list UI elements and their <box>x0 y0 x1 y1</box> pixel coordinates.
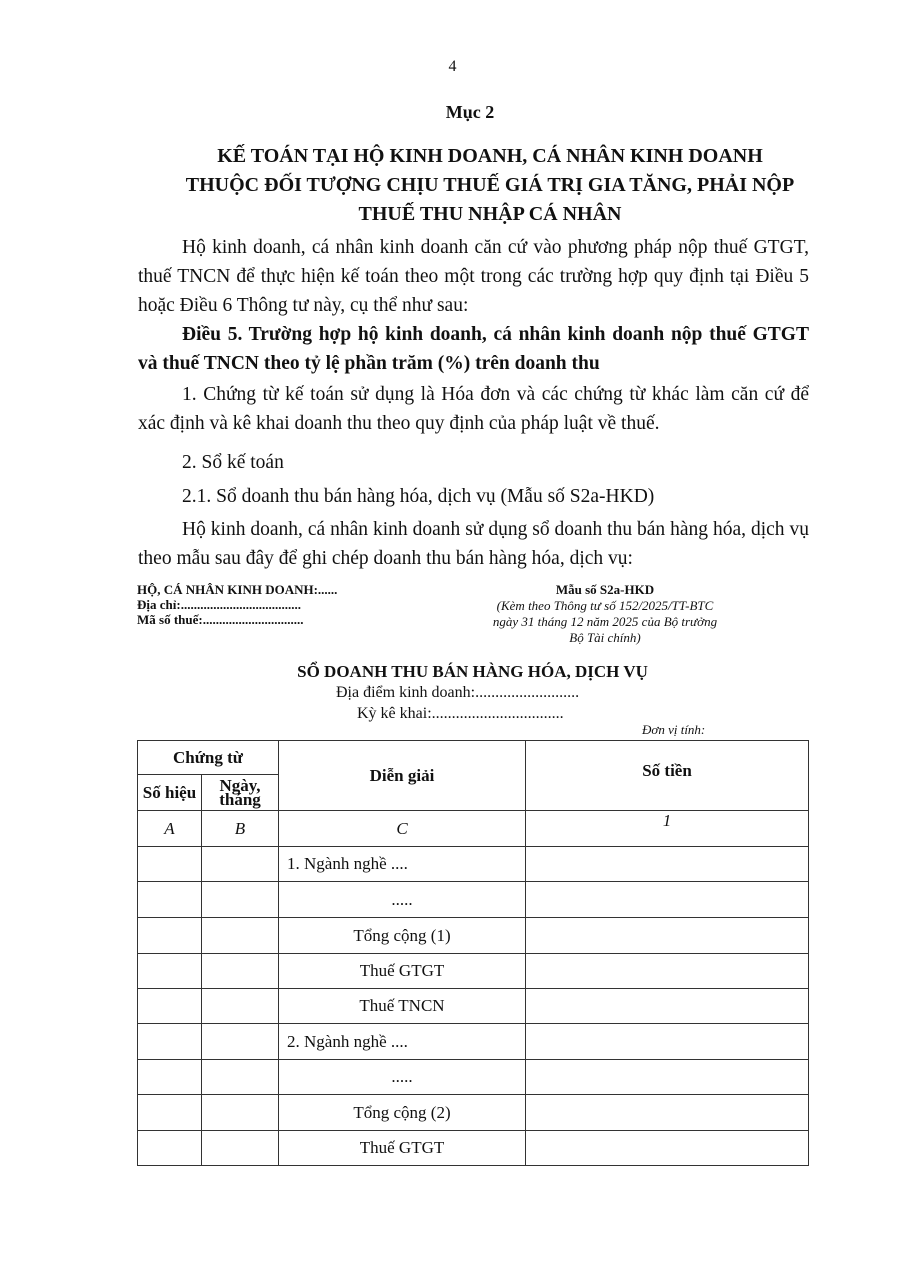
voucher-date-cell <box>202 847 279 882</box>
table-row <box>138 882 809 918</box>
column-code-a: A <box>138 811 202 847</box>
column-code-row <box>138 811 809 847</box>
amount-cell <box>526 1095 809 1131</box>
amount-cell <box>526 882 809 918</box>
voucher-number-cell <box>138 847 202 882</box>
column-code-1: 1 <box>526 811 809 847</box>
section-label: Mục 2 <box>445 102 495 122</box>
tax-code-field: Mã số thuế:............................... <box>137 612 304 627</box>
form-code: Mẫu số S2a-HKD <box>555 582 655 597</box>
voucher-number-cell <box>138 989 202 1024</box>
voucher-date-cell <box>202 989 279 1024</box>
table-row <box>138 954 809 989</box>
voucher-number-header: Số hiệu <box>138 775 202 811</box>
voucher-date-cell <box>202 1024 279 1060</box>
article-heading: Điều 5. Trường hợp hộ kinh doanh, cá nhân kinh doanh nộp thuế GTGT và thuế TNCN theo tỷ lệ phần trăm (%) trên doanh thu <box>138 324 809 374</box>
point-2-1: 2.1. Sổ doanh thu bán hàng hóa, dịch vụ (Mẫu số S2a-HKD) <box>182 486 655 507</box>
business-location-field: Địa điểm kinh doanh:.......................... <box>336 684 580 701</box>
description-header: Diễn giải <box>279 741 526 811</box>
form-note-line: Bộ Tài chính) <box>569 630 641 645</box>
table-row <box>138 1024 809 1060</box>
description-cell: 1. Ngành nghề .... <box>279 847 526 882</box>
amount-cell <box>526 1060 809 1095</box>
amount-cell <box>526 954 809 989</box>
section-title-line: THUẾ THU NHẬP CÁ NHÂN <box>358 203 622 225</box>
section-title-line: THUỘC ĐỐI TƯỢNG CHỊU THUẾ GIÁ TRỊ GIA TĂNG, PHẢI NỘP <box>185 174 795 196</box>
description-cell: Thuế GTGT <box>279 1131 526 1166</box>
table-header-row <box>138 741 809 775</box>
unit-label: Đơn vị tính: <box>642 722 706 737</box>
voucher-date-cell <box>202 1095 279 1131</box>
description-cell: ..... <box>279 1060 526 1095</box>
table-row <box>138 918 809 954</box>
description-cell: Thuế GTGT <box>279 954 526 989</box>
section-title <box>150 142 830 229</box>
form-note-line: ngày 31 tháng 12 năm 2025 của Bộ trưởng <box>492 614 718 629</box>
address-field: Địa chỉ:..................................... <box>137 597 301 612</box>
description-cell: Thuế TNCN <box>279 989 526 1024</box>
description-cell: Tổng cộng (1) <box>279 918 526 954</box>
amount-cell <box>526 918 809 954</box>
voucher-number-cell <box>138 954 202 989</box>
table-row <box>138 847 809 882</box>
voucher-date-cell <box>202 882 279 918</box>
point-2: 2. Sổ kế toán <box>182 452 284 473</box>
point-2-1-description: Hộ kinh doanh, cá nhân kinh doanh sử dụng sổ doanh thu bán hàng hóa, dịch vụ theo mẫu sau đây để ghi chép doanh thu bán hàng hóa, dịch vụ: <box>138 519 809 569</box>
amount-cell <box>526 847 809 882</box>
voucher-number-cell <box>138 1131 202 1166</box>
description-cell: ..... <box>279 882 526 918</box>
description-cell: 2. Ngành nghề .... <box>279 1024 526 1060</box>
amount-cell <box>526 989 809 1024</box>
voucher-number-cell <box>138 1095 202 1131</box>
voucher-date-cell <box>202 954 279 989</box>
voucher-date-cell <box>202 918 279 954</box>
form-header-right <box>460 582 750 646</box>
revenue-ledger-table <box>137 740 809 1166</box>
amount-cell <box>526 1131 809 1166</box>
column-code-b: B <box>202 811 279 847</box>
amount-header: Số tiền <box>526 741 809 811</box>
section-title-line: KẾ TOÁN TẠI HỘ KINH DOANH, CÁ NHÂN KINH DOANH <box>217 145 763 167</box>
voucher-number-cell <box>138 1060 202 1095</box>
voucher-number-cell <box>138 918 202 954</box>
description-cell: Tổng cộng (2) <box>279 1095 526 1131</box>
table-row <box>138 1131 809 1166</box>
form-note-line: (Kèm theo Thông tư số 152/2025/TT-BTC <box>496 598 714 613</box>
voucher-date-cell <box>202 1131 279 1166</box>
table-row <box>138 989 809 1024</box>
amount-cell <box>526 1024 809 1060</box>
form-header-left <box>137 582 337 627</box>
book-title: SỔ DOANH THU BÁN HÀNG HÓA, DỊCH VỤ <box>297 662 648 681</box>
voucher-number-cell <box>138 882 202 918</box>
voucher-date-header: Ngày, tháng <box>202 775 279 811</box>
voucher-date-cell <box>202 1060 279 1095</box>
voucher-number-cell <box>138 1024 202 1060</box>
page-number: 4 <box>448 58 457 75</box>
intro-paragraph: Hộ kinh doanh, cá nhân kinh doanh căn cứ vào phương pháp nộp thuế GTGT, thuế TNCN để thực hiện kế toán theo một trong các trường hợp quy định tại Điều 5 hoặc Điều 6 Thông tư này, cụ thể như sau: <box>138 237 809 316</box>
voucher-header: Chứng từ <box>138 741 279 775</box>
column-code-c: C <box>279 811 526 847</box>
point-1: 1. Chứng từ kế toán sử dụng là Hóa đơn và các chứng từ khác làm căn cứ để xác định và kê khai doanh thu theo quy định của pháp luật về thuế. <box>138 384 809 434</box>
business-name-field: HỘ, CÁ NHÂN KINH DOANH:...... <box>137 582 338 597</box>
table-row <box>138 1095 809 1131</box>
table-row <box>138 1060 809 1095</box>
declaration-period-field: Kỳ kê khai:................................. <box>357 705 564 722</box>
